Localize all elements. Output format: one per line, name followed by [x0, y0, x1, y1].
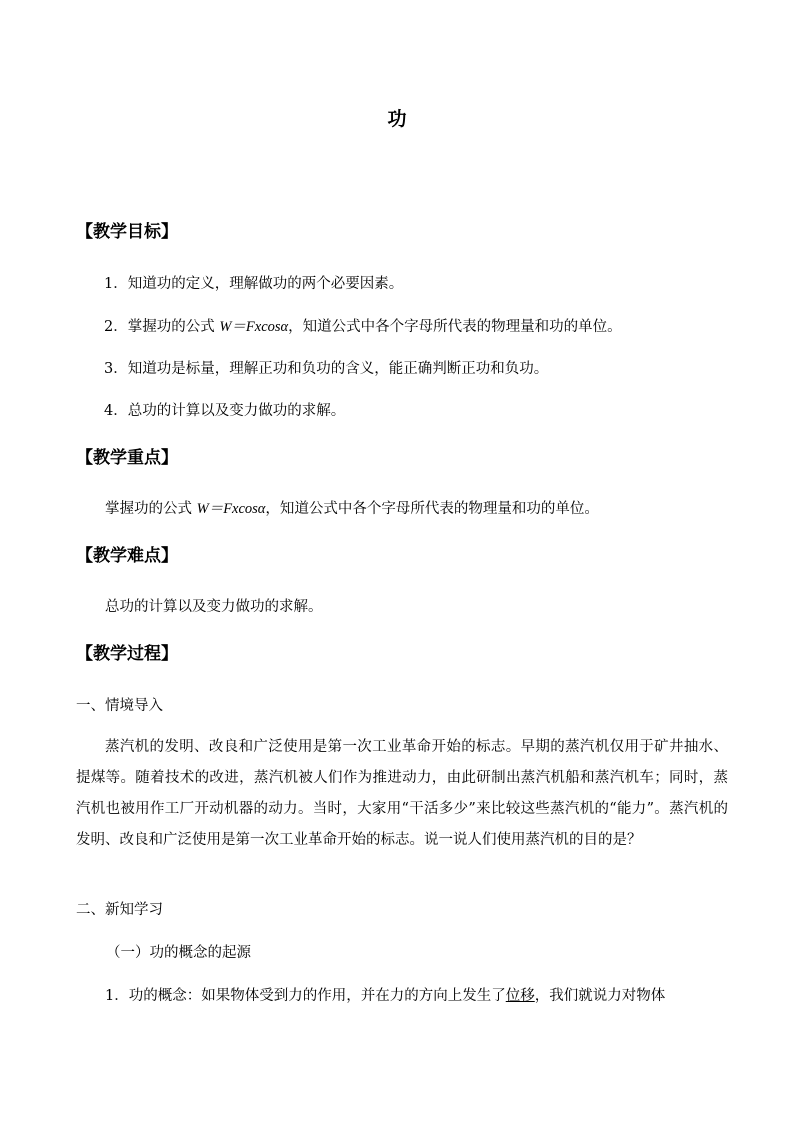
difficulties-heading: 【教学难点】 [76, 546, 178, 566]
objective-item-2: 2．掌握功的公式 W＝Fxcosα，知道公式中各个字母所代表的物理量和功的单位。 [104, 319, 622, 335]
objective-item-3: 3．知道功是标量，理解正功和负功的含义，能正确判断正功和负功。 [104, 361, 549, 377]
concept-item-1: 1．功的概念：如果物体受到力的作用，并在力的方向上发生了位移，我们就说力对物体 [105, 988, 666, 1004]
objective-item-4: 4．总功的计算以及变力做功的求解。 [104, 403, 346, 419]
difficulties-text: 总功的计算以及变力做功的求解。 [105, 599, 323, 615]
objective-item-1: 1．知道功的定义，理解做功的两个必要因素。 [104, 276, 404, 292]
work-formula: W＝Fxcosα [219, 319, 289, 335]
page-title: 功 [387, 108, 407, 130]
displacement-term: 位移 [505, 988, 535, 1004]
process-heading: 【教学过程】 [76, 644, 178, 664]
key-points-heading: 【教学重点】 [76, 448, 178, 468]
subsection-title: （一）功的概念的起源 [106, 945, 251, 961]
work-formula: W＝Fxcosα [196, 501, 266, 517]
intro-paragraph: 蒸汽机的发明、改良和广泛使用是第一次工业革命开始的标志。早期的蒸汽机仅用于矿井抽水、提煤等。随着技术的改进，蒸汽机被人们作为推进动力，由此研制出蒸汽机船和蒸汽机车；同时，蒸汽机也被用作工厂开动机器的动力。当时，大家用“干活多少”来比较这些蒸汽机的“能力”。蒸汽机的发明、改良和广泛使用是第一次工业革命开始的标志。说一说人们使用蒸汽机的目的是？ [76, 739, 728, 848]
key-points-text: 掌握功的公式 W＝Fxcosα，知道公式中各个字母所代表的物理量和功的单位。 [105, 501, 599, 517]
section-title-new-knowledge: 二、新知学习 [76, 902, 163, 918]
section-title-intro: 一、情境导入 [76, 698, 163, 714]
objectives-heading: 【教学目标】 [76, 222, 178, 242]
